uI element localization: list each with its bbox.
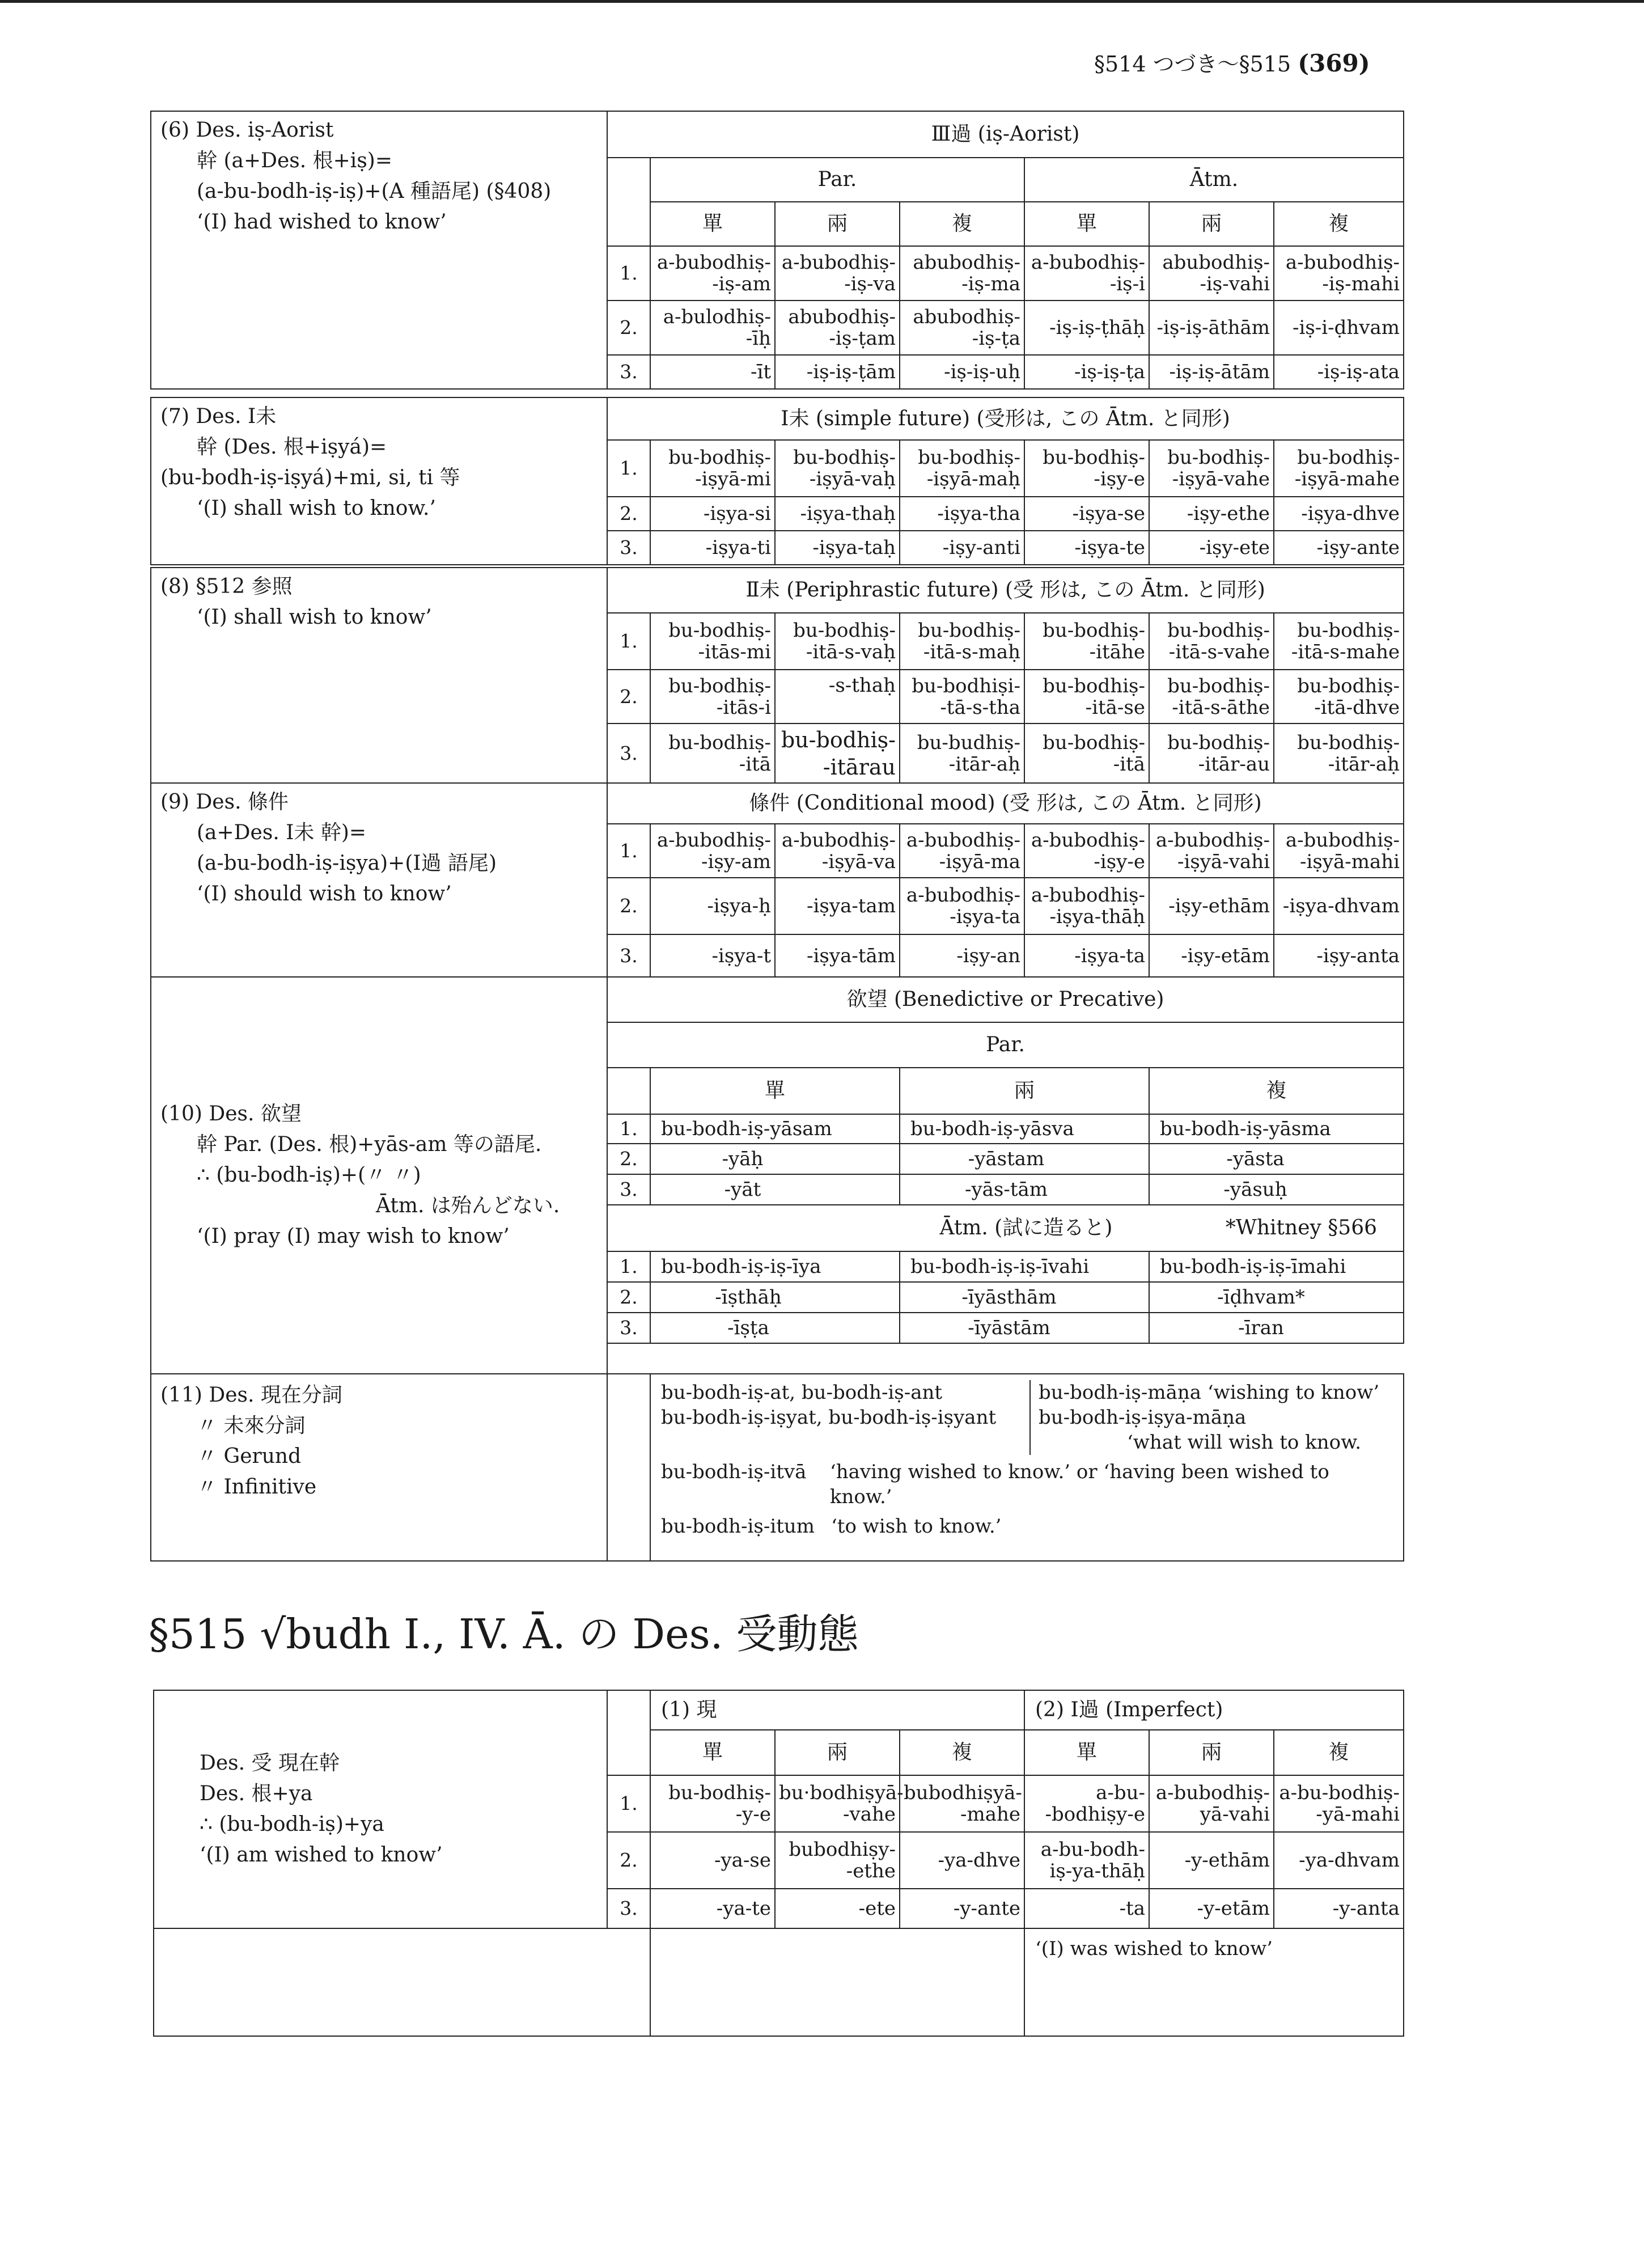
benedictive-title: 欲望 (Benedictive or Precative) bbox=[607, 977, 1404, 1022]
conditional-description: (9) Des. 條件 (a+Des. Ⅰ未 幹)= (a-bu-bodh-iṣ-iṣya)+(Ⅰ過 語尾) ‘(I) should wish to know’ bbox=[151, 783, 607, 977]
aorist-table bbox=[150, 111, 1404, 390]
infinitive-form: bu-bodh-iṣ-itum bbox=[661, 1515, 815, 1538]
number-singular: 單 bbox=[650, 1730, 775, 1775]
table-row: 2. -yāḥ -yāstam -yāsta bbox=[151, 1144, 1404, 1174]
table-row: 2. -iṣya-ḥ -iṣya-tam a-bubodhiṣ- -iṣya-ta a-bubodhiṣ- -iṣya-thāḥ -iṣy-ethām -iṣya-dhvam bbox=[151, 878, 1404, 934]
passive-table bbox=[153, 1690, 1404, 1929]
periphrastic-title: Ⅱ未 (Periphrastic future) (受 形は, この Ātm. と同形) bbox=[607, 568, 1404, 613]
number-plural: 複 bbox=[1274, 1730, 1404, 1775]
participles-table bbox=[150, 1373, 1404, 1562]
number-plural: 複 bbox=[1149, 1068, 1404, 1114]
table-row: 2. -īṣthāḥ -īyāsthām -īḍhvam* bbox=[151, 1282, 1404, 1313]
table-row: 1. bu-bodh-iṣ-yāsam bu-bodh-iṣ-yāsva bu-bodh-iṣ-yāsma bbox=[151, 1114, 1404, 1144]
number-singular: 單 bbox=[1024, 1730, 1149, 1775]
passive-description: Des. 受 現在幹 Des. 根+ya ∴ (bu-bodh-iṣ)+ya ‘(I) am wished to know’ bbox=[154, 1690, 607, 1928]
simple-future-title: Ⅰ未 (simple future) (受形は, この Ātm. と同形) bbox=[607, 397, 1404, 440]
table-row: 2. bu-bodhiṣ- -itās-i -s-thaḥ bu-bodhiṣi- -tā-s-tha bu-bodhiṣ- -itā-se bu-bodhiṣ- -itā-s-āthe bu-bodhiṣ- -itā-dhve bbox=[151, 670, 1404, 723]
conditional-table bbox=[150, 782, 1404, 978]
gerund-gloss: ‘having wished to know.’ or ‘having been wished to know.’ bbox=[829, 1461, 1329, 1508]
whitney-note: *Whitney §566 bbox=[1225, 1216, 1378, 1239]
table-row: 1. bu-bodhiṣ- -iṣyā-mi bu-bodhiṣ- -iṣyā-vaḥ bu-bodhiṣ- -iṣyā-maḥ bu-bodhiṣ- -iṣy-e bu-bodhiṣ- -iṣyā-vahe bu-bodhiṣ- -iṣyā-mahe bbox=[151, 440, 1404, 497]
table-row: 3. -ya-te -ete -y-ante -ta -y-etām -y-anta bbox=[154, 1889, 1404, 1928]
table-row: 3. -īt -iṣ-iṣ-ṭām -iṣ-iṣ-uḥ -iṣ-iṣ-ṭa -iṣ-iṣ-ātām -iṣ-iṣ-ata bbox=[151, 355, 1404, 389]
page-number: (369) bbox=[1298, 49, 1370, 77]
number-plural: 複 bbox=[900, 1730, 1024, 1775]
gerund-form: bu-bodh-iṣ-itvā bbox=[661, 1461, 807, 1483]
present-participle-atm: bu-bodh-iṣ-māṇa ‘wishing to know’ bbox=[1029, 1380, 1379, 1405]
future-participle-gloss: ‘what will wish to know. bbox=[1029, 1430, 1361, 1455]
number-dual: 兩 bbox=[1149, 202, 1274, 246]
table-row: 3. -īṣṭa -īyāstām -īran bbox=[151, 1313, 1404, 1343]
table-row: 2. -ya-se bubodhiṣy- -ethe -ya-dhve a-bu-bodh- iṣ-ya-thāḥ -y-ethām -ya-dhvam bbox=[154, 1832, 1404, 1889]
present-participle-par: bu-bodh-iṣ-at, bu-bodh-iṣ-ant bbox=[661, 1381, 943, 1404]
passive-gloss-table bbox=[153, 1928, 1404, 2037]
imperfect-gloss: ‘(I) was wished to know’ bbox=[1024, 1928, 1404, 2036]
table-row: 3. bu-bodhiṣ- -itā bu-bodhiṣ- -itārau bu-budhiṣ- -itār-aḥ bu-bodhiṣ- -itā bu-bodhiṣ- -itār-au bu-bodhiṣ- -itār-aḥ bbox=[151, 723, 1404, 783]
number-singular: 單 bbox=[1024, 202, 1149, 246]
table-row: 2. -iṣya-si -iṣya-thaḥ -iṣya-tha -iṣya-se -iṣy-ethe -iṣya-dhve bbox=[151, 497, 1404, 531]
simple-future-description: (7) Des. Ⅰ未 幹 (Des. 根+iṣyá)= (bu-bodh-iṣ-iṣyá)+mi, si, ti 等 ‘(I) shall wish to know.’ bbox=[151, 397, 607, 565]
benedictive-par-label: Par. bbox=[607, 1022, 1404, 1068]
table-row: 1. a-bubodhiṣ- -iṣy-am a-bubodhiṣ- -iṣyā-va a-bubodhiṣ- -iṣyā-ma a-bubodhiṣ- -iṣy-e a-bubodhiṣ- -iṣyā-vahi a-bubodhiṣ- -iṣyā-mahi bbox=[151, 824, 1404, 878]
top-rule bbox=[0, 0, 1644, 3]
periphrastic-description: (8) §512 参照 ‘(I) shall wish to know’ bbox=[151, 568, 607, 783]
table-row: 1. bu-bodh-iṣ-iṣ-īya bu-bodh-iṣ-iṣ-īvahi bu-bodh-iṣ-iṣ-īmahi bbox=[151, 1251, 1404, 1282]
running-head bbox=[1094, 46, 1412, 81]
infinitive-gloss: ‘to wish to know.’ bbox=[831, 1515, 1002, 1538]
table-row: 3. -yāt -yās-tām -yāsuḥ bbox=[151, 1174, 1404, 1205]
benedictive-table bbox=[150, 976, 1404, 1374]
table-row: 3. -iṣya-ti -iṣya-taḥ -iṣy-anti -iṣya-te -iṣy-ete -iṣy-ante bbox=[151, 531, 1404, 565]
number-dual: 兩 bbox=[900, 1068, 1149, 1114]
number-dual: 兩 bbox=[1149, 1730, 1274, 1775]
benedictive-description: (10) Des. 欲望 幹 Par. (Des. 根)+yās-am 等の語尾. ∴ (bu-bodh-iṣ)+(〃 〃) Ātm. は殆んどない. ‘(I) pray (I) may wish to know’ bbox=[151, 977, 607, 1374]
table-row: 2. a-bulodhiṣ- -īḥ abubodhiṣ- -iṣ-ṭam abubodhiṣ- -iṣ-ṭa -iṣ-iṣ-ṭhāḥ -iṣ-iṣ-āthām -iṣ-i-ḍhvam bbox=[151, 301, 1404, 355]
number-dual: 兩 bbox=[775, 1730, 900, 1775]
present-title: (1) 現 bbox=[650, 1690, 1024, 1730]
participles-description: (11) Des. 現在分詞 〃 未來分詞 〃 Gerund 〃 Infinitive bbox=[151, 1374, 607, 1561]
section-515-title: §515 √budh I., IV. Ā. の Des. 受動態 bbox=[149, 1610, 859, 1658]
simple-future-table bbox=[150, 397, 1404, 565]
number-plural: 複 bbox=[1274, 202, 1404, 246]
future-participle-atm: bu-bodh-iṣ-iṣya-māṇa bbox=[1029, 1405, 1246, 1430]
table-row: 1. a-bubodhiṣ- -iṣ-am a-bubodhiṣ- -iṣ-va abubodhiṣ- -iṣ-ma a-bubodhiṣ- -iṣ-i abubodhiṣ- -iṣ-vahi a-bubodhiṣ- -iṣ-mahi bbox=[151, 246, 1404, 301]
table-row: 1. bu-bodhiṣ- -itās-mi bu-bodhiṣ- -itā-s-vaḥ bu-bodhiṣ- -itā-s-maḥ bu-bodhiṣ- -itāhe bu-bodhiṣ- -itā-s-vahe bu-bodhiṣ- -itā-s-mahe bbox=[151, 613, 1404, 670]
conditional-title: 條件 (Conditional mood) (受 形は, この Ātm. と同形) bbox=[607, 783, 1404, 824]
table-row: 3. -iṣya-t -iṣya-tām -iṣy-an -iṣya-ta -iṣy-etām -iṣy-anta bbox=[151, 934, 1404, 977]
periphrastic-future-table bbox=[150, 567, 1404, 784]
table-row: 1. bu-bodhiṣ- -y-e bu·bodhiṣyā- -vahe bubodhiṣyā- -mahe a-bu- -bodhiṣy-e a-bubodhiṣ- yā-vahi a-bu-bodhiṣ- -yā-mahi bbox=[154, 1775, 1404, 1832]
aorist-description: (6) Des. iṣ-Aorist 幹 (a+Des. 根+iṣ)= (a-bu-bodh-iṣ-iṣ)+(A 種語尾) (§408) ‘(I) had wished to know’ bbox=[151, 111, 607, 389]
future-participle-par: bu-bodh-iṣ-iṣyat, bu-bodh-iṣ-iṣyant bbox=[661, 1406, 997, 1429]
voice-atm: Ātm. bbox=[1024, 158, 1404, 202]
imperfect-title: (2) Ⅰ過 (Imperfect) bbox=[1024, 1690, 1404, 1730]
benedictive-atm-label: Ātm. (試に造ると) *Whitney §566 bbox=[607, 1205, 1404, 1251]
number-singular: 單 bbox=[650, 202, 775, 246]
number-singular: 單 bbox=[650, 1068, 900, 1114]
voice-par: Par. bbox=[650, 158, 1024, 202]
number-dual: 兩 bbox=[775, 202, 900, 246]
participle-forms bbox=[650, 1374, 1404, 1561]
section-range: §514 つづき～§515 bbox=[1094, 52, 1291, 77]
number-plural: 複 bbox=[900, 202, 1024, 246]
aorist-title: Ⅲ過 (iṣ-Aorist) bbox=[607, 111, 1404, 158]
